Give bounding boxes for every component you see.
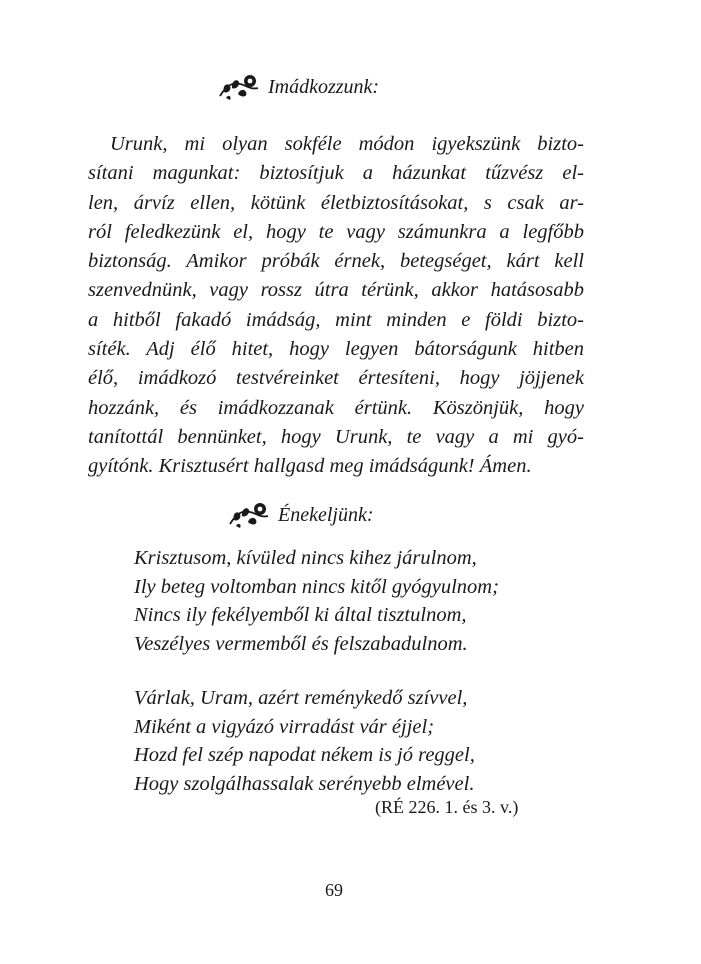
prayer-line: len, árvíz ellen, kötünk életbiztosításokat, s csak ar- bbox=[88, 191, 584, 214]
page-number: 69 bbox=[325, 880, 343, 900]
song-verse bbox=[134, 544, 499, 658]
prayer-text bbox=[88, 130, 584, 482]
verse-line: Nincs ily fekélyemből ki által tisztulnom, bbox=[134, 604, 467, 626]
verse-line: Krisztusom, kívüled nincs kihez járulnom, bbox=[134, 547, 477, 569]
prayer-line: Urunk, mi olyan sokféle módon igyekszünk bizto- bbox=[110, 133, 584, 155]
prayer-line: tanítottál bennünket, hogy Urunk, te vagy a mi gyó- bbox=[88, 425, 584, 448]
prayer-heading bbox=[218, 72, 379, 102]
verse-line: Veszélyes vermemből és felszabadulnom. bbox=[134, 632, 468, 655]
prayer-line: élő, imádkozó testvéreinket értesíteni, hogy jöjjenek bbox=[88, 367, 584, 390]
verse-line: Miként a vigyázó virradást vár éjjel; bbox=[134, 715, 435, 738]
song-heading bbox=[228, 500, 374, 530]
verse-line: Várlak, Uram, azért reménykedő szívvel, bbox=[134, 687, 468, 709]
prayer-line: sítani magunkat: biztosítjuk a házunkat tűzvész el- bbox=[88, 162, 584, 185]
prayer-line: biztonság. Amikor próbák érnek, betegséget, kárt kell bbox=[88, 250, 584, 273]
prayer-line: ról feledkezünk el, hogy te vagy számunkra a legfőbb bbox=[88, 220, 584, 243]
verse-line: Hogy szolgálhassalak serényebb elmével. bbox=[134, 772, 475, 795]
floral-ornament-icon bbox=[228, 500, 270, 530]
song-heading-text: Énekeljünk: bbox=[278, 503, 374, 526]
song-verse bbox=[134, 684, 475, 798]
verse-line: Hozd fel szép napodat nékem is jó reggel, bbox=[134, 744, 475, 766]
prayer-line: hozzánk, és imádkozzanak értünk. Köszönjük, hogy bbox=[88, 396, 584, 419]
prayer-line: gyítónk. Krisztusért hallgasd meg imádságunk! Ámen. bbox=[88, 455, 532, 478]
prayer-heading-text: Imádkozzunk: bbox=[268, 75, 380, 98]
hymn-reference: (RÉ 226. 1. és 3. v.) bbox=[375, 797, 519, 817]
floral-ornament-icon bbox=[218, 72, 260, 102]
prayer-line: síték. Adj élő hitet, hogy legyen bátorságunk hitben bbox=[88, 338, 584, 361]
prayer-line: a hitből fakadó imádság, mint minden e földi bizto- bbox=[88, 308, 584, 331]
verse-line: Ily beteg voltomban nincs kitől gyógyulnom; bbox=[134, 575, 499, 598]
prayer-line: szenvednünk, vagy rossz útra térünk, akkor hatásosabb bbox=[88, 279, 584, 302]
